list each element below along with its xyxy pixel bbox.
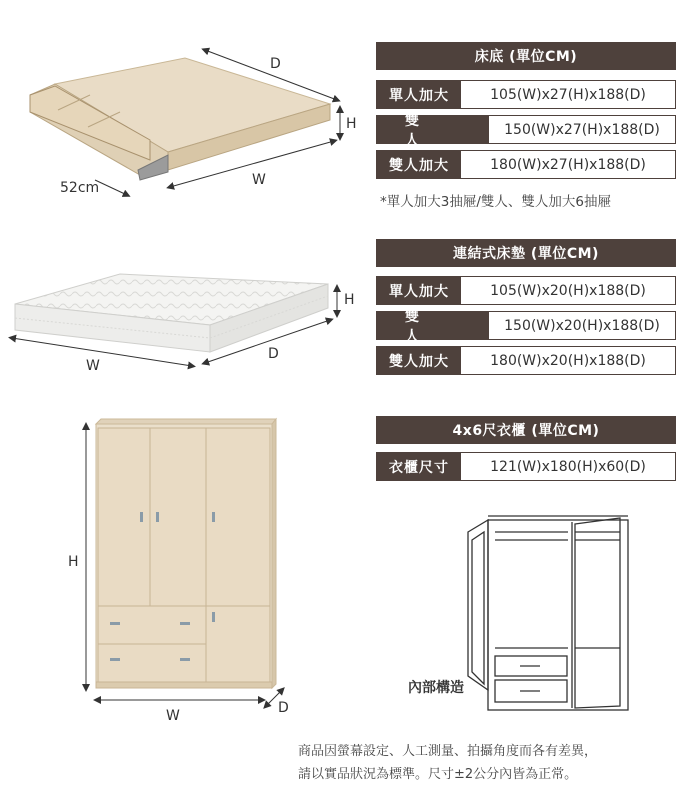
drawer-length-label: 52cm (60, 180, 100, 196)
mattress-row (376, 308, 676, 345)
size-value: 105(W)x27(H)x188(D) (490, 86, 646, 103)
wardrobe-width-label: W (166, 708, 180, 724)
mattress-depth-label: D (268, 346, 279, 362)
mattress-width-label: W (86, 358, 100, 374)
size-label: 單人加大 (377, 81, 461, 108)
bed-width-label: W (252, 172, 266, 188)
size-label: 單人加大 (377, 277, 461, 304)
bed-base-row (376, 112, 676, 149)
disclaimer-line-2: 請以實品狀況為標準。尺寸±2公分內皆為正常。 (298, 767, 578, 782)
drawer-note: *單人加大3抽屜/雙人、雙人加大6抽屜 (380, 194, 611, 210)
size-value: 180(W)x20(H)x188(D) (490, 352, 646, 369)
bed-base-table-title: 床底 (單位CM) (376, 42, 676, 70)
mattress-row (376, 276, 676, 305)
mattress-table-title: 連結式床墊 (單位CM) (376, 239, 676, 267)
size-label: 雙人加大 (377, 347, 461, 374)
mattress-row (376, 346, 676, 375)
bed-base-row (376, 150, 676, 179)
bed-depth-label: D (270, 56, 281, 72)
size-value: 105(W)x20(H)x188(D) (490, 282, 646, 299)
size-label: 雙人加大 (377, 151, 461, 178)
disclaimer (298, 740, 698, 786)
bed-height-label: H (346, 116, 357, 132)
mattress-illustration (15, 274, 328, 352)
mattress-height-label: H (344, 292, 355, 308)
size-label: 雙人 (377, 116, 489, 143)
size-value: 121(W)x180(H)x60(D) (490, 458, 646, 475)
wardrobe-row (376, 452, 676, 481)
disclaimer-line-1: 商品因螢幕設定、人工測量、拍攝角度而各有差異， (298, 744, 598, 759)
bed-base-illustration (30, 58, 330, 180)
wardrobe-depth-label: D (278, 700, 289, 716)
size-label: 衣櫃尺寸 (377, 453, 461, 480)
wardrobe-table-title: 4x6尺衣櫃 (單位CM) (376, 416, 676, 444)
size-value: 150(W)x20(H)x188(D) (504, 317, 660, 334)
size-label: 雙人 (377, 312, 489, 339)
wardrobe-height-label: H (68, 554, 79, 570)
bed-base-row (376, 80, 676, 109)
size-value: 180(W)x27(H)x188(D) (490, 156, 646, 173)
interior-structure-label: 內部構造 (408, 680, 464, 696)
wardrobe-illustration (96, 419, 276, 688)
size-value: 150(W)x27(H)x188(D) (504, 121, 660, 138)
wardrobe-interior-illustration (468, 516, 628, 710)
